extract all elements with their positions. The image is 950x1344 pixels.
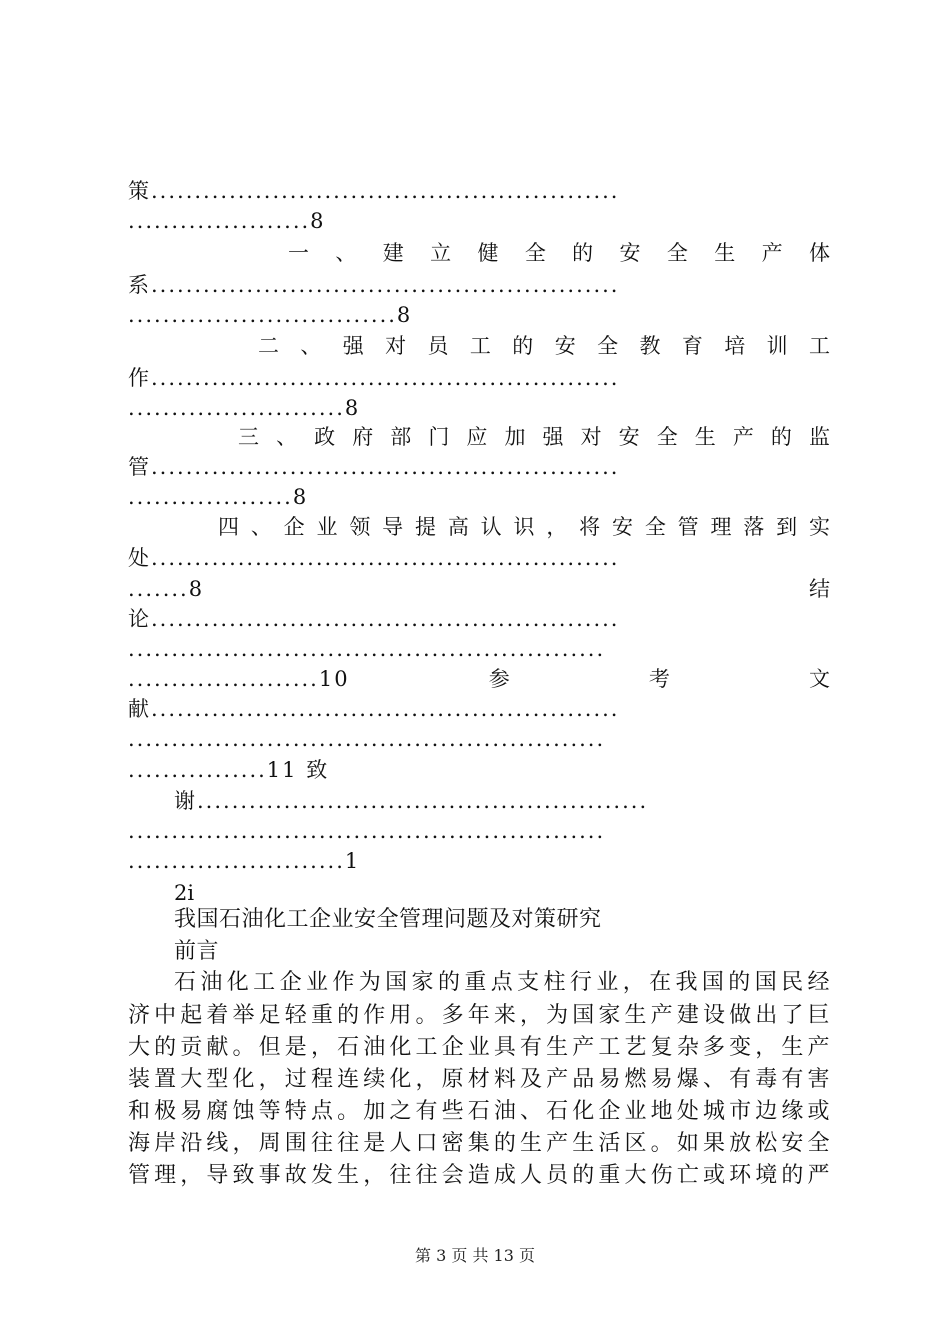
paragraph-line: 石油化工企业作为国家的重点支柱行业，在我国的国民经 bbox=[174, 970, 830, 995]
toc-page-number: .......8 bbox=[128, 577, 205, 601]
toc-line: ....................................................... bbox=[128, 727, 606, 751]
toc-entry-1: 一、建立健全的安全生产体 bbox=[288, 241, 830, 265]
toc-line: ...............................8 bbox=[128, 303, 413, 327]
toc-line: 系...................................................... bbox=[128, 273, 620, 297]
toc-entry-conclusion-start: 结 bbox=[809, 577, 830, 601]
page-footer: 第 3 页 共 13 页 bbox=[415, 1246, 535, 1265]
toc-line: 处...................................................... bbox=[128, 546, 620, 570]
toc-line: .........................8 bbox=[128, 396, 361, 420]
toc-entry-2: 二、强对员工的安全教育培训工 bbox=[258, 334, 830, 358]
paragraph-line: 装置大型化，过程连续化，原材料及产品易燃易爆、有毒有害 bbox=[128, 1067, 830, 1092]
toc-entry-references-char: 考 bbox=[648, 667, 670, 691]
section-heading-preface: 前言 bbox=[174, 939, 220, 964]
toc-line: .........................1 bbox=[128, 849, 361, 873]
toc-line-split bbox=[128, 574, 830, 604]
toc-line: .....................8 bbox=[128, 209, 326, 233]
toc-entry-4: 四、企业领导提高认识，将安全管理落到实 bbox=[218, 515, 830, 539]
paragraph-line: 海岸沿线，周围往往是人口密集的生产生活区。如果放松安全 bbox=[128, 1131, 830, 1156]
toc-page-number: ......................10 bbox=[128, 667, 350, 691]
paragraph-line: 管理，导致事故发生，往往会造成人员的重大伤亡或环境的严 bbox=[128, 1163, 830, 1188]
toc-line: ...................8 bbox=[128, 485, 309, 509]
toc-line: 论...................................................... bbox=[128, 607, 620, 631]
toc-entry-3: 三、政府部门应加强对安全生产的监 bbox=[238, 425, 830, 449]
toc-line: 谢.................................................... bbox=[174, 789, 649, 813]
toc-line: 献...................................................... bbox=[128, 697, 620, 721]
toc-line: 策...................................................... bbox=[128, 179, 620, 203]
toc-line: 管...................................................... bbox=[128, 455, 620, 479]
toc-entry-references-char: 文 bbox=[809, 667, 830, 691]
document-title: 我国石油化工企业安全管理问题及对策研究 bbox=[174, 907, 602, 932]
page-marker: 2i bbox=[174, 881, 195, 905]
toc-line: ....................................................... bbox=[128, 637, 606, 661]
paragraph-line: 大的贡献。但是，石油化工企业具有生产工艺复杂多变，生产 bbox=[128, 1035, 830, 1060]
paragraph-line: 和极易腐蚀等特点。加之有些石油、石化企业地处城市边缘或 bbox=[128, 1099, 830, 1124]
toc-entry-references-char: 参 bbox=[488, 667, 510, 691]
paragraph-line: 济中起着举足轻重的作用。多年来，为国家生产建设做出了巨 bbox=[128, 1003, 830, 1028]
toc-line: ....................................................... bbox=[128, 819, 606, 843]
toc-line: ................11 致 bbox=[128, 758, 330, 782]
toc-line: 作...................................................... bbox=[128, 366, 620, 390]
toc-line-split bbox=[128, 664, 830, 694]
